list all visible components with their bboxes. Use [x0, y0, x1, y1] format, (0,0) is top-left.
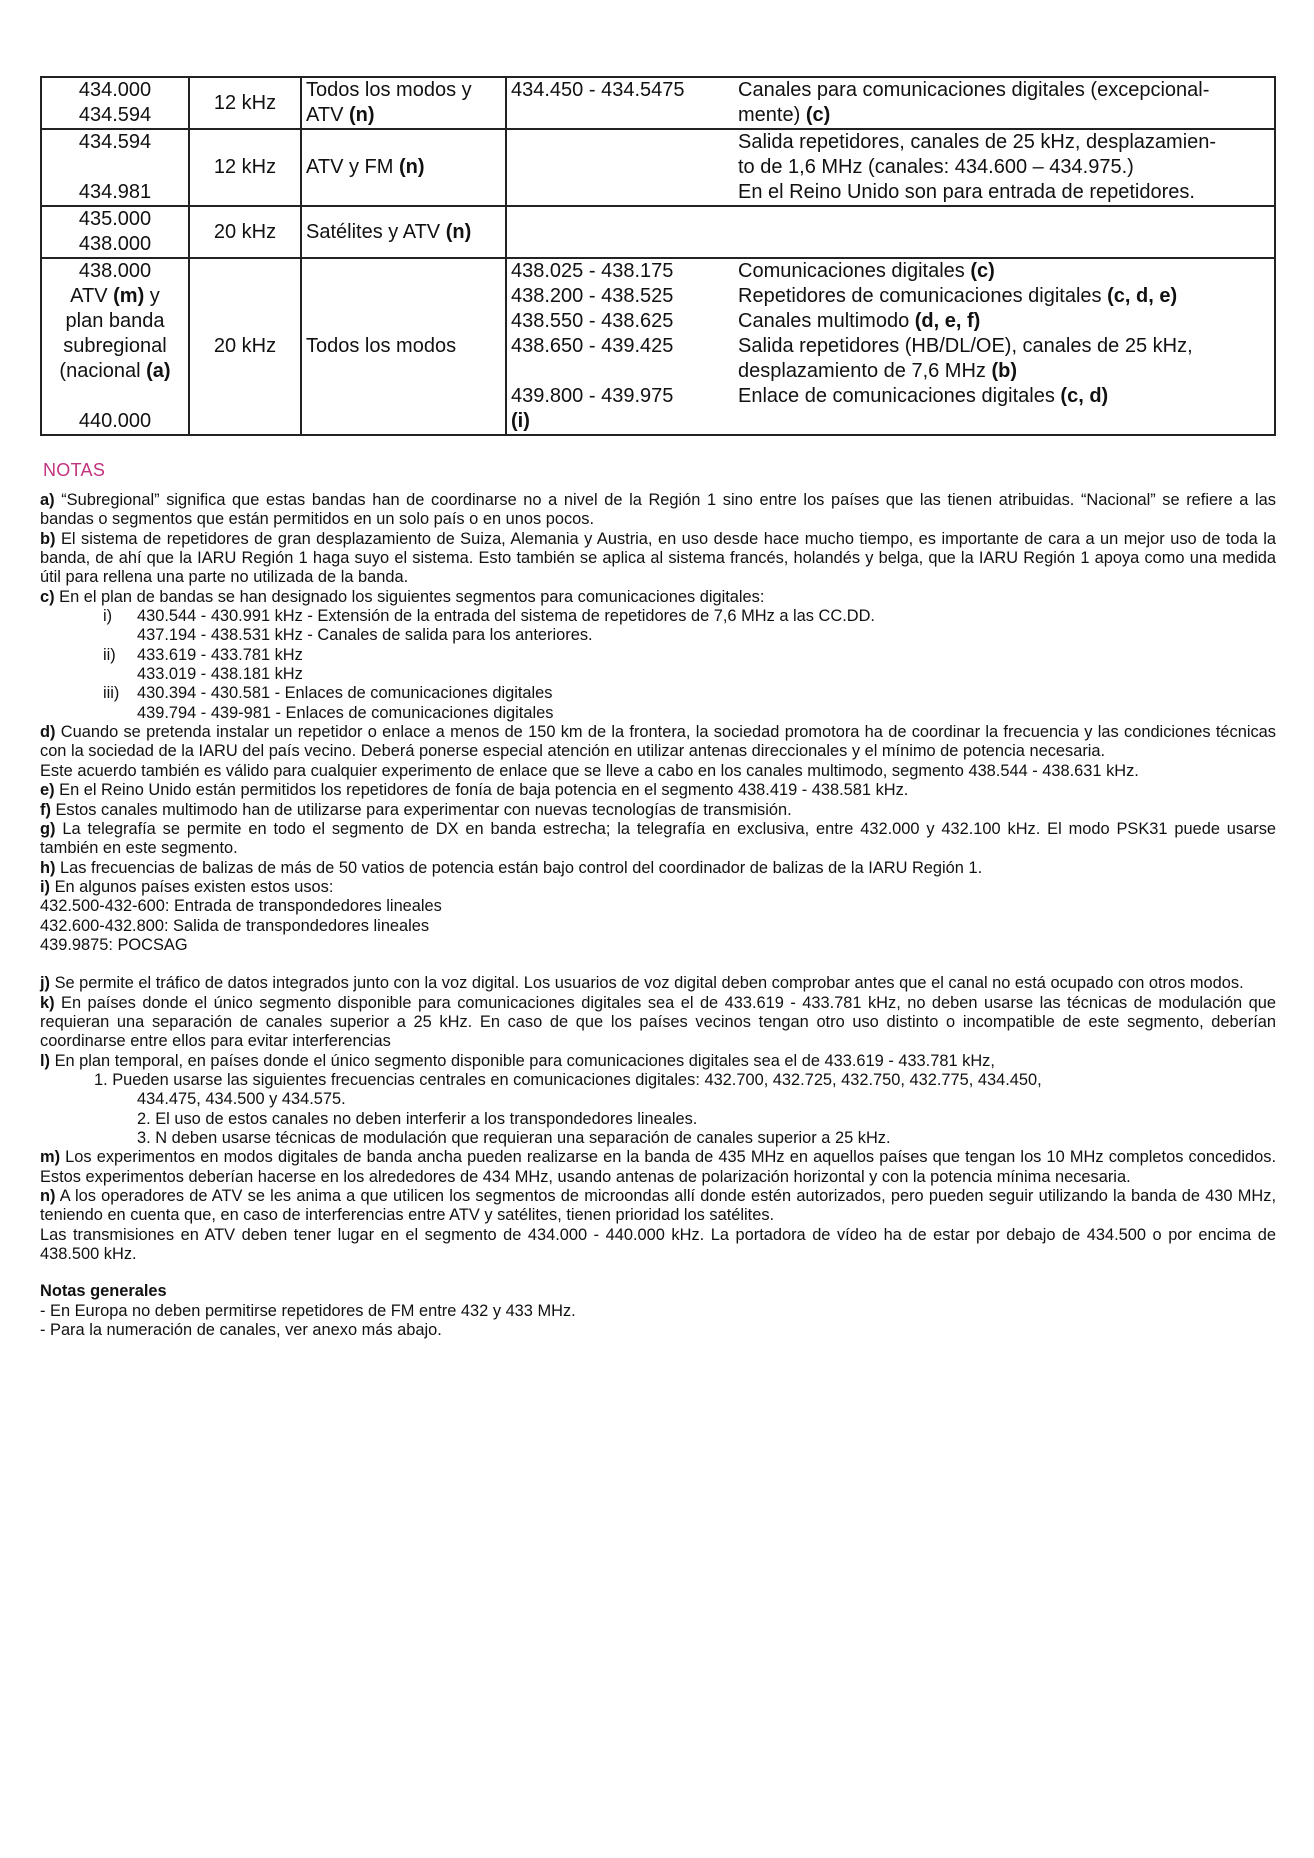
usage-cell — [734, 129, 1275, 206]
note-i-line-1: 432.500-432-600: Entrada de transpondedores lineales — [40, 897, 442, 916]
note-l: l) En plan temporal, en países donde el único segmento disponible para comunicaciones digitales sea el de 433.619 - 433.781 kHz, — [40, 1051, 995, 1070]
usage-line: Canales para comunicaciones digitales (excepcional- — [738, 79, 1210, 101]
usage-line: Enlace de comunicaciones digitales (c, d) — [738, 385, 1109, 407]
note-k: k) En países donde el único segmento disponible para comunicaciones digitales sea el de 433.619 - 433.781 kHz, no deben usarse las técnicas de modulación que requieran una separación de canales superior a 25 kHz. En caso de que los países vecinos tengan otro uso distinto o incompatible de este segmento, deberían coordinarse entre ellos para evitar interferencias — [40, 993, 1276, 1051]
usage-line: mente) (c) — [738, 104, 831, 126]
segment-cell — [506, 206, 734, 258]
note-n: n) A los operadores de ATV se les anima a que utilicen los segmentos de microondas allí donde estén autorizados, pero pueden seguir utilizando la banda de 430 MHz, teniendo en cuenta que, en caso de interferencias entre ATV y satélites, tienen prioridad los satélites. — [40, 1187, 1276, 1225]
general-notes-title: Notas generales — [40, 1282, 167, 1301]
usage-line: desplazamiento de 7,6 MHz (b) — [738, 360, 1018, 382]
frequency-cell — [41, 258, 189, 435]
usage-cell — [734, 77, 1275, 129]
usage-line: Salida repetidores (HB/DL/OE), canales de 25 kHz, — [738, 335, 1193, 357]
frequency-cell — [41, 129, 189, 206]
table-row — [41, 258, 1275, 435]
segment-line: 438.200 - 438.525 — [511, 285, 674, 307]
note-d-cont: Este acuerdo también es válido para cualquier experimento de enlace que se lleve a cabo en los canales multimodo, segmento 438.544 - 438.631 kHz. — [40, 761, 1139, 780]
usage-line: Salida repetidores, canales de 25 kHz, desplazamien- — [738, 131, 1217, 153]
frequency-line: 440.000 — [78, 410, 152, 432]
mode-line: Todos los modos y — [306, 79, 472, 101]
mode-cell — [301, 77, 506, 129]
note-l-item-1: 1. Pueden usarse las siguientes frecuencias centrales en comunicaciones digitales: 432.700, 432.725, 432.750, 432.775, 434.450, — [94, 1070, 1042, 1089]
mode-cell — [301, 129, 506, 206]
note-i-line-3: 439.9875: POCSAG — [40, 935, 188, 954]
usage-cell — [734, 258, 1275, 435]
note-j: j) Se permite el tráfico de datos integrados junto con la voz digital. Los usuarios de voz digital deben comprobar antes que el canal no está ocupado con otros modos. — [40, 974, 1244, 993]
frequency-cell — [41, 77, 189, 129]
usage-cell — [734, 206, 1275, 258]
segment-line: 438.550 - 438.625 — [511, 310, 674, 332]
note-c-ii: ii) 433.619 - 433.781 kHz — [103, 645, 303, 664]
note-h: h) Las frecuencias de balizas de más de 50 vatios de potencia están bajo control del coordinador de balizas de la IARU Región 1. — [40, 858, 983, 877]
note-a: a) “Subregional” significa que estas bandas han de coordinarse no a nivel de la Región 1 sino entre los países que las tienen atribuidas. “Nacional” se refiere a las bandas o segmentos que están permitidos en un solo país o en unos pocos. — [40, 491, 1276, 529]
segment-line: 438.650 - 439.425 — [511, 335, 674, 357]
note-c-ii-cont: 433.019 - 438.181 kHz — [137, 665, 303, 684]
general-note-2: - Para la numeración de canales, ver anexo más abajo. — [40, 1321, 442, 1340]
usage-line: En el Reino Unido son para entrada de repetidores. — [738, 181, 1195, 203]
segment-line: 438.025 - 438.175 — [511, 260, 674, 282]
segment-cell — [506, 77, 734, 129]
bandwidth-cell: 20 kHz — [189, 206, 301, 258]
bandwidth-cell: 12 kHz — [189, 129, 301, 206]
frequency-line: plan banda — [65, 310, 165, 332]
frequency-line: 434.981 — [78, 181, 152, 203]
mode-line: Todos los modos — [306, 335, 457, 357]
mode-cell — [301, 258, 506, 435]
frequency-line: 435.000 — [78, 208, 152, 230]
segment-line: 434.450 - 434.5475 — [511, 79, 685, 101]
mode-cell — [301, 206, 506, 258]
frequency-cell — [41, 206, 189, 258]
note-i-line-2: 432.600-432.800: Salida de transpondedores lineales — [40, 916, 430, 935]
usage-line: Repetidores de comunicaciones digitales (c, d, e) — [738, 285, 1178, 307]
segment-cell — [506, 258, 734, 435]
note-d: d) Cuando se pretenda instalar un repetidor o enlace a menos de 150 km de la frontera, la sociedad promotora ha de coordinar la frecuencia y las condiciones técnicas con la sociedad de la IARU del país vecino. Deberá ponerse especial atención en utilizar antenas direccionales y el mínimo de potencia necesaria. — [40, 723, 1276, 761]
note-e: e) En el Reino Unido están permitidos los repetidores de fonía de baja potencia en el segmento 438.419 - 438.581 kHz. — [40, 781, 909, 800]
segment-line — [511, 359, 730, 384]
table-row — [41, 129, 1275, 206]
frequency-line: ATV (m) y — [70, 285, 160, 307]
note-c-iii: iii) 430.394 - 430.581 - Enlaces de comunicaciones digitales — [103, 684, 553, 703]
usage-line: Canales multimodo (d, e, f) — [738, 310, 981, 332]
mode-line: ATV y FM (n) — [306, 156, 425, 178]
note-b: b) El sistema de repetidores de gran desplazamiento de Suiza, Alemania y Austria, en uso desde hace mucho tiempo, es importante de cara a un mejor uso de toda la banda, de ahí que la IARU Región 1 haga suyo el sistema. Esto también se aplica al sistema francés, holandés y belga, que la IARU Región 1 apoya como una medida útil para rellena una parte no utilizada de la banda. — [40, 529, 1276, 587]
note-c-iii-cont: 439.794 - 439-981 - Enlaces de comunicaciones digitales — [137, 703, 554, 722]
usage-line: Comunicaciones digitales (c) — [738, 260, 995, 282]
mode-line: Satélites y ATV (n) — [306, 220, 472, 243]
note-n-cont: Las transmisiones en ATV deben tener lugar en el segmento de 434.000 - 440.000 kHz. La portadora de vídeo ha de estar por debajo de 434.500 o por encima de 438.500 kHz. — [40, 1225, 1276, 1264]
segment-line: 439.800 - 439.975 — [511, 385, 674, 407]
note-g: g) La telegrafía se permite en todo el segmento de DX en banda estrecha; la telegrafía en exclusiva, entre 432.000 y 432.100 kHz. El modo PSK31 puede usarse también en este segmento. — [40, 819, 1276, 858]
band-plan-table — [40, 76, 1276, 436]
table-row — [41, 206, 1275, 258]
bandwidth-cell: 12 kHz — [189, 77, 301, 129]
notes-section — [40, 491, 1276, 1340]
frequency-line: 434.594 — [78, 104, 152, 126]
frequency-line: 434.000 — [78, 79, 152, 101]
usage-line: to de 1,6 MHz (canales: 434.600 – 434.975.) — [738, 156, 1134, 178]
note-c: c) En el plan de bandas se han designado los siguientes segmentos para comunicaciones digitales: — [40, 587, 765, 606]
note-l-item-1-cont: 434.475, 434.500 y 434.575. — [137, 1090, 346, 1109]
note-l-item-2: 2. El uso de estos canales no deben interferir a los transpondedores lineales. — [137, 1109, 698, 1128]
segment-line: (i) — [511, 410, 530, 432]
frequency-line: 438.000 — [78, 233, 152, 255]
segment-cell — [506, 129, 734, 206]
general-note-1: - En Europa no deben permitirse repetidores de FM entre 432 y 433 MHz. — [40, 1301, 576, 1320]
table-row — [41, 77, 1275, 129]
frequency-line: 438.000 — [78, 260, 152, 282]
note-f: f) Estos canales multimodo han de utilizarse para experimentar con nuevas tecnologías de transmisión. — [40, 800, 792, 819]
note-m: m) Los experimentos en modos digitales de banda ancha pueden realizarse en la banda de 435 MHz en aquellos países que tengan los 10 MHz completos concedidos. Estos experimentos deberían hacerse en los alrededores de 434 MHz, usando antenas de polarización horizontal y con la potencia mínima necesaria. — [40, 1148, 1276, 1186]
frequency-line — [46, 155, 184, 180]
frequency-line — [46, 384, 184, 409]
note-l-item-3: 3. N deben usarse técnicas de modulación que requieran una separación de canales superior a 25 kHz. — [137, 1129, 891, 1147]
note-c-i-cont: 437.194 - 438.531 kHz - Canales de salida para los anteriores. — [137, 626, 593, 645]
frequency-line: 434.594 — [78, 131, 152, 153]
page — [40, 76, 1276, 1340]
bandwidth-cell: 20 kHz — [189, 258, 301, 435]
note-i: i) En algunos países existen estos usos: — [40, 877, 334, 896]
mode-line: ATV (n) — [306, 104, 375, 126]
note-c-i: i) 430.544 - 430.991 kHz - Extensión de la entrada del sistema de repetidores de 7,6 MHz a las CC.DD. — [103, 607, 875, 626]
frequency-line: subregional — [63, 335, 167, 357]
frequency-line: (nacional (a) — [59, 360, 171, 382]
notes-heading: NOTAS — [43, 460, 106, 480]
